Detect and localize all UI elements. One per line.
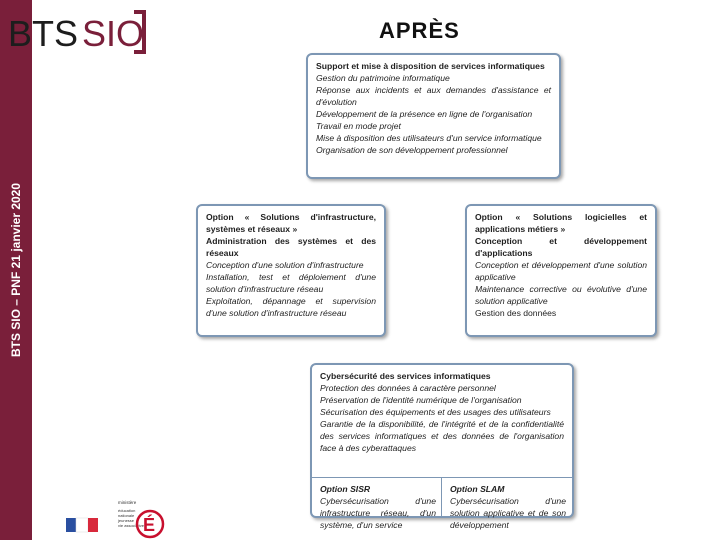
education-line: éducation (118, 508, 136, 513)
support-item: Travail en mode projet (316, 121, 401, 131)
support-item: Gestion du patrimoine informatique (316, 73, 450, 83)
education-line: nationale (118, 513, 135, 518)
sisr-item: Conception d'une solution d'infrastructure (206, 260, 364, 270)
slam-box (465, 204, 657, 337)
cyber-item: Protection des données à caractère personnel (320, 383, 496, 393)
cyber-option-sisr-text: Cybersécurisation d'une infrastructure réseau, d'un système, d'un service (320, 496, 436, 530)
cyber-option-sisr (320, 483, 436, 531)
sisr-subheading: Administration des systèmes et des réseaux (206, 236, 376, 258)
sidebar-text: BTS SIO – PNF 21 janvier 2020 (9, 182, 23, 358)
sidebar-band (0, 0, 32, 540)
slam-item: Gestion des données (475, 308, 557, 318)
cyber-option-slam-title: Option SLAM (450, 484, 505, 494)
logo-mark (6, 8, 148, 56)
cyber-option-slam (450, 483, 566, 531)
support-item: Développement de la présence en ligne de l'organisation (316, 109, 533, 119)
support-heading: Support et mise à disposition de services informatiques (316, 61, 545, 71)
flag-blue (66, 518, 76, 532)
cyber-divider (312, 477, 572, 478)
cyber-option-sisr-title: Option SISR (320, 484, 371, 494)
cyber-item: Garantie de la disponibilité, de l'intégrité et de la confidentialité des services informatiques et des données de l'organisation face à des cyberattaques (320, 419, 564, 453)
cyber-item: Préservation de l'identité numérique de l'organisation (320, 395, 522, 405)
sisr-heading: Option « Solutions d'infrastructure, systèmes et réseaux » (206, 212, 376, 234)
e-logo-letter: É (143, 515, 156, 535)
bts-sio-logo (6, 8, 148, 56)
cyber-box (310, 363, 574, 530)
education-line: vie associative (118, 523, 145, 528)
education-line: jeunesse (118, 518, 135, 523)
slam-item: Maintenance corrective ou évolutive d'une solution applicative (475, 284, 647, 306)
sisr-item: Installation, test et déploiement d'une solution d'infrastructure réseau (206, 272, 376, 294)
sisr-box (196, 204, 386, 337)
cyber-option-slam-text: Cybersécurisation d'une solution applicative et de son développement (450, 496, 566, 530)
cyber-item: Sécurisation des équipements et des usages des utilisateurs (320, 407, 551, 417)
logo-text-bts: BTS (8, 13, 79, 54)
support-item: Organisation de son développement professionnel (316, 145, 508, 155)
cyber-column-divider (441, 477, 442, 516)
ministry-logo-mark (64, 496, 174, 540)
flag-white (76, 518, 88, 532)
support-box (306, 53, 561, 179)
flag-red (88, 518, 98, 532)
support-item: Mise à disposition des utilisateurs d'un service informatique (316, 133, 542, 143)
slam-item: Conception et développement d'une solution applicative (475, 260, 647, 282)
sisr-item: Exploitation, dépannage et supervision d'une solution d'infrastructure réseau (206, 296, 376, 318)
ministry-logos (64, 496, 174, 540)
slam-subheading: Conception et développement d'applications (475, 236, 647, 258)
ministere-label: ministère (118, 500, 137, 505)
cyber-heading: Cybersécurité des services informatiques (320, 371, 491, 381)
logo-text-sio: SIO (82, 13, 145, 54)
page-title: APRÈS (379, 18, 460, 43)
support-item: Réponse aux incidents et aux demandes d'assistance et d'évolution (316, 85, 551, 107)
slam-heading: Option « Solutions logicielles et applications métiers » (475, 212, 647, 234)
